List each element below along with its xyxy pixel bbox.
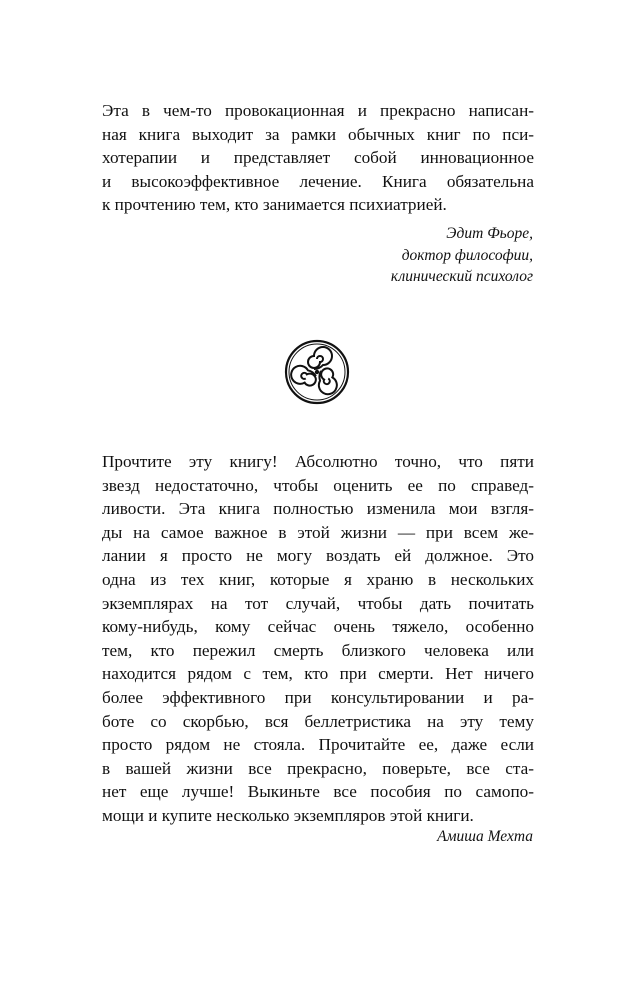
quote-line: ды на самое важное в этой жизни — при всем же-	[102, 522, 534, 542]
quote-line: лании я просто не могу воздать ей должное. Это	[102, 546, 534, 566]
quote-line: хотерапии и представляет собой инновационное	[102, 148, 534, 168]
quote-line: более эффективного при консультировании и ра-	[102, 687, 534, 707]
quote-line: экземплярах на тот случай, чтобы дать почитать	[102, 593, 534, 613]
quote-line: и высокоэффективное лечение. Книга обязательна	[102, 171, 534, 191]
quote-line: кому-нибудь, кому сейчас очень тяжело, особенно	[102, 617, 534, 637]
review-attribution-1	[391, 223, 533, 288]
triskelion-icon	[284, 339, 350, 405]
review-attribution-2	[437, 826, 533, 848]
attribution-title: клинический психолог	[390, 268, 533, 285]
quote-line: Прочтите эту книгу! Абсолютно точно, что пяти	[102, 452, 534, 471]
quote-line: одна из тех книг, которые я храню в нескольких	[102, 569, 534, 589]
quote-line: звезд недостаточно, чтобы оценить ее по справед-	[102, 475, 534, 495]
review-quote-1	[102, 99, 534, 217]
attribution-name: Амиша Мехта	[437, 828, 533, 845]
review-quote-2	[102, 450, 534, 828]
attribution-degree: доктор философии,	[401, 246, 533, 264]
quote-line: в вашей жизни все прекрасно, поверьте, все ста-	[102, 758, 534, 778]
quote-line: тем, кто пережил смерть близкого человека или	[102, 640, 534, 660]
quote-line: находится рядом с тем, кто при смерти. Нет ничего	[102, 664, 534, 684]
quote-line: боте со скорбью, вся беллетристика на эту тему	[102, 711, 534, 731]
quote-line: ная книга выходит за рамки обычных книг по пси-	[102, 124, 534, 144]
attribution-name: Эдит Фьоре,	[446, 225, 533, 242]
quote-line: к прочтению тем, кто занимается психиатрией.	[102, 195, 447, 215]
quote-line: мощи и купите несколько экземпляров этой книги.	[102, 805, 474, 825]
quote-line: ливости. Эта книга полностью изменила мои взгля-	[102, 499, 534, 519]
quote-line: Эта в чем-то провокационная и прекрасно написан-	[102, 101, 534, 120]
quote-line: просто рядом не стояла. Прочитайте ее, даже если	[102, 735, 534, 755]
quote-line: нет еще лучше! Выкиньте все пособия по самопо-	[102, 782, 534, 802]
